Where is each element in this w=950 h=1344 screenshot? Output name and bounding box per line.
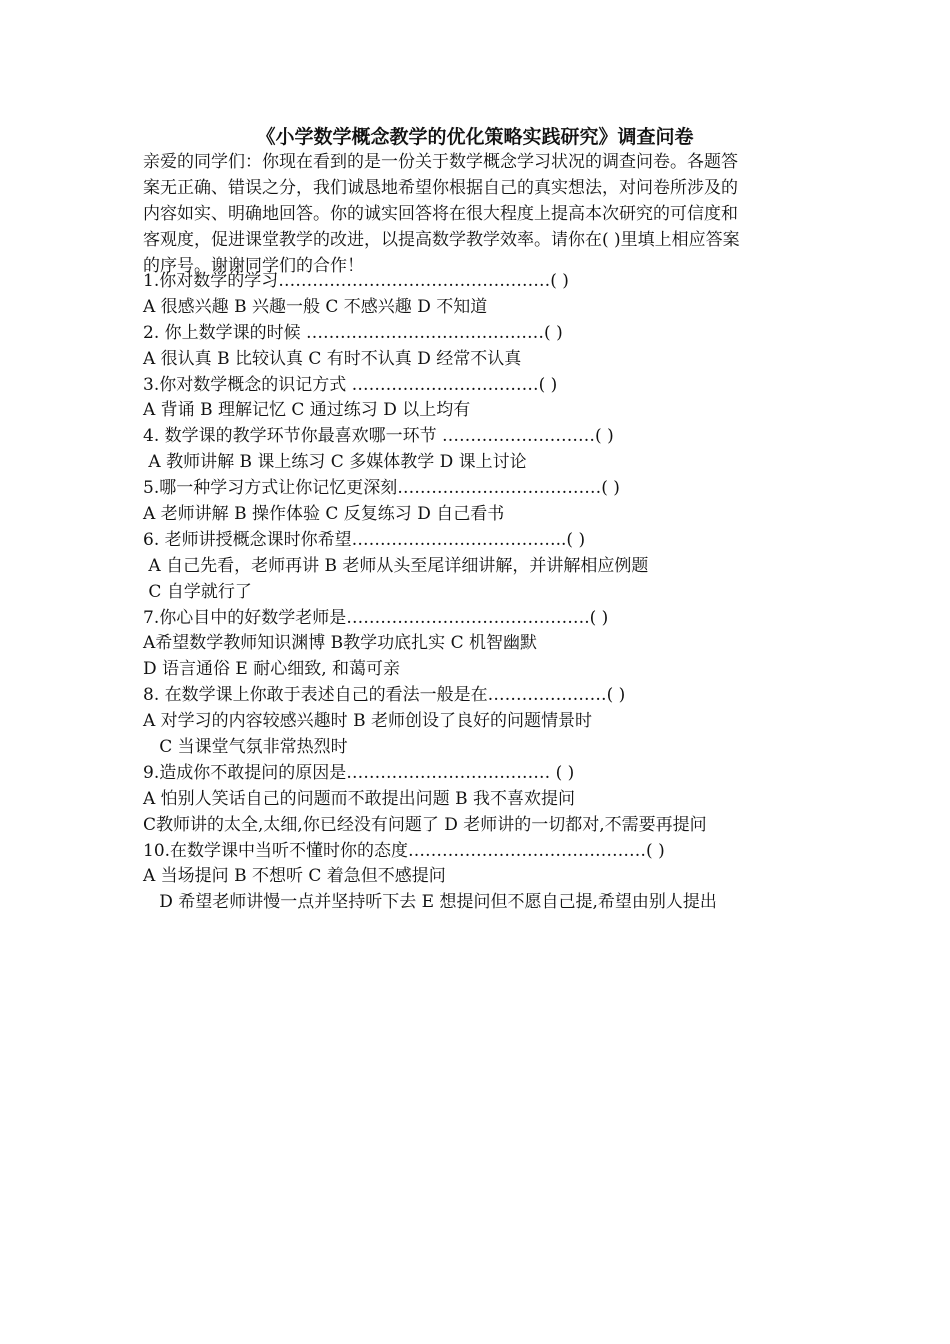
question-text: 5.哪一种学习方式让你记忆更深刻………………………………( ) — [143, 478, 620, 499]
question-options: C 当课堂气氛非常热烈时 — [143, 737, 348, 758]
intro-line: 案无正确、错误之分，我们诚恳地希望你根据自己的真实想法，对问卷所涉及的 — [143, 177, 738, 198]
question-options: C 自学就行了 — [143, 581, 252, 602]
intro-paragraph — [143, 150, 807, 280]
question-item — [143, 373, 823, 425]
question-options: D 语言通俗 E 耐心细致, 和蔼可亲 — [143, 659, 401, 680]
question-text: 9.造成你不敢提问的原因是……………………………… ( ) — [143, 762, 575, 783]
question-options: C教师讲的太全,太细,你已经没有问题了 D 老师讲的一切都对,不需要再提问 — [143, 814, 707, 835]
intro-line: 的序号。谢谢同学们的合作！ — [143, 255, 364, 276]
question-options: A 背诵 B 理解记忆 C 通过练习 D 以上均有 — [143, 400, 471, 421]
question-text: 1.你对数学的学习…………………………………………( ) — [143, 271, 569, 291]
document-title: 《小学数学概念教学的优化策略实践研究》调查问卷 — [256, 126, 694, 148]
question-options: D 希望老师讲慢一点并坚持听下去 E 想提问但不愿自己提,希望由别人提出 — [143, 892, 717, 913]
question-item — [143, 321, 823, 373]
question-text: 10.在数学课中当听不懂时你的态度……………………………………( ) — [143, 840, 665, 861]
question-list — [143, 269, 823, 916]
intro-line: 内容如实、明确地回答。你的诚实回答将在很大程度上提高本次研究的可信度和 — [143, 203, 738, 224]
question-text: 3.你对数学概念的识记方式 ……………………………( ) — [143, 374, 558, 395]
question-item — [143, 606, 823, 684]
question-options: A 怕别人笑话自己的问题而不敢提出问题 B 我不喜欢提问 — [143, 788, 575, 809]
question-item — [143, 683, 823, 761]
question-item — [143, 269, 823, 321]
question-item — [143, 424, 823, 476]
question-item — [143, 761, 823, 839]
question-options: A 对学习的内容较感兴趣时 B 老师创设了良好的问题情景时 — [143, 711, 592, 732]
question-options: A 很认真 B 比较认真 C 有时不认真 D 经常不认真 — [143, 348, 522, 369]
intro-line: 亲爱的同学们：你现在看到的是一份关于数学概念学习状况的调查问卷。各题答 — [143, 152, 738, 172]
question-text: 7.你心目中的好数学老师是…………………………………….( ) — [143, 607, 609, 628]
question-text: 8. 在数学课上你敢于表述自己的看法一般是在…………………( ) — [143, 685, 626, 706]
question-options: A 教师讲解 B 课上练习 C 多媒体教学 D 课上讨论 — [143, 452, 527, 473]
question-text: 6. 老师讲授概念课时你希望………………………………..( ) — [143, 529, 586, 550]
question-options: A 当场提问 B 不想听 C 着急但不感提问 — [143, 866, 446, 887]
question-item — [143, 528, 823, 606]
question-text: 2. 你上数学课的时候 ……………………………………( ) — [143, 322, 563, 343]
question-item — [143, 839, 823, 917]
question-item — [143, 476, 823, 528]
question-options: A 老师讲解 B 操作体验 C 反复练习 D 自己看书 — [143, 504, 505, 525]
question-options: A希望数学教师知识渊博 B教学功底扎实 C 机智幽默 — [143, 633, 537, 654]
question-options: A 自己先看，老师再讲 B 老师从头至尾详细讲解，并讲解相应例题 — [143, 555, 649, 576]
intro-line: 客观度，促进课堂教学的改进，以提高数学教学效率。请你在( )里填上相应答案 — [143, 229, 740, 250]
question-options: A 很感兴趣 B 兴趣一般 C 不感兴趣 D 不知道 — [143, 296, 488, 317]
question-text: 4. 数学课的教学环节你最喜欢哪一环节 ………………………( ) — [143, 426, 614, 447]
